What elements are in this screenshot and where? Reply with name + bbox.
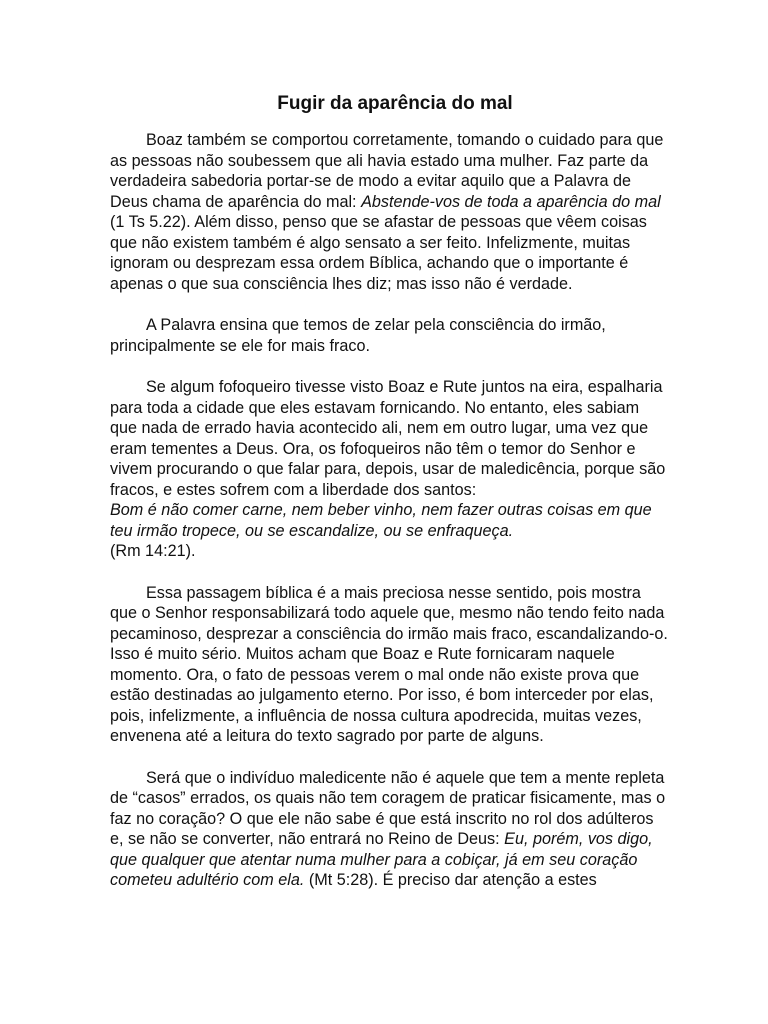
paragraph-1 — [110, 130, 670, 294]
paragraph-5 — [110, 768, 670, 891]
document-title: Fugir da aparência do mal — [277, 93, 513, 114]
paragraph-4 — [110, 583, 670, 747]
paragraph-2 — [110, 315, 670, 356]
paragraph-3-text: Se algum fofoqueiro tivesse visto Boaz e Rute juntos na eira, espalharia para toda a cidade que eles estavam fornicando. No entanto, eles sabiam que nada de errado havia acontecido ali, nem em outro lugar, uma vez que eram tementes a Deus. Ora, os fofoqueiros não têm o temor do Senhor e vivem procurando o que falar para, depois, usar de maledicência, porque são fracos, e estes sofrem com a liberdade dos santos: — [110, 378, 666, 499]
paragraph-2-text: A Palavra ensina que temos de zelar pela consciência do irmão, principalmente se ele for mais fraco. — [110, 316, 606, 355]
paragraph-1-citation: (1 Ts 5.22). Além disso, penso que se afastar de pessoas que vêem coisas que não existem também é algo sensato a ser feito. Infelizmente, muitas ignoram ou desprezam essa ordem Bíblica, achando que o importante é apenas o que sua consciência lhes diz; mas isso não é verdade. — [110, 213, 647, 293]
paragraph-1-quote: Abstende-vos de toda a aparência do mal — [361, 192, 661, 211]
paragraph-5-quote: Eu, porém, vos digo, que qualquer que atentar numa mulher para a cobiçar, já em seu coração cometeu adultério com ela. — [110, 830, 653, 889]
paragraph-4-text: Essa passagem bíblica é a mais preciosa nesse sentido, pois mostra que o Senhor responsabilizará todo aquele que, mesmo não tendo feito nada pecaminoso, desprezar a consciência do irmão mais fraco, escandalizando-o. Isso é muito sério. Muitos acham que Boaz e Rute fornicaram naquele momento. Ora, o fato de pessoas verem o mal onde não existe prova que estão destinadas ao julgamento eterno. Por isso, é bom interceder por elas, pois, infelizmente, a influência de nossa cultura apodrecida, muitas vezes, envenena até a leitura do texto sagrado por parte de alguns. — [110, 583, 668, 745]
paragraph-1-text: Boaz também se comportou corretamente, tomando o cuidado para que as pessoas não soubessem que ali havia estado uma mulher. Faz parte da verdadeira sabedoria portar-se de modo a evitar aquilo que a Palavra de Deus chama de aparência do mal: — [110, 131, 664, 211]
document-page — [110, 90, 670, 912]
paragraph-3 — [110, 377, 670, 562]
paragraph-5-citation: (Mt 5:28). É preciso dar atenção a estes — [304, 871, 597, 889]
paragraph-5-text: Será que o indivíduo maledicente não é aquele que tem a mente repleta de “casos” errados, os quais não tem coragem de praticar fisicamente, mas o faz no coração? O que ele não sabe é que está inscrito no rol dos adúlteros e, se não se converter, não entrará no Reino de Deus: — [110, 768, 666, 848]
paragraph-3-citation: (Rm 14:21). — [110, 542, 196, 560]
paragraph-3-quote: Bom é não comer carne, nem beber vinho, nem fazer outras coisas em que teu irmão tropece, ou se escandalize, ou se enfraqueça. — [110, 501, 652, 540]
